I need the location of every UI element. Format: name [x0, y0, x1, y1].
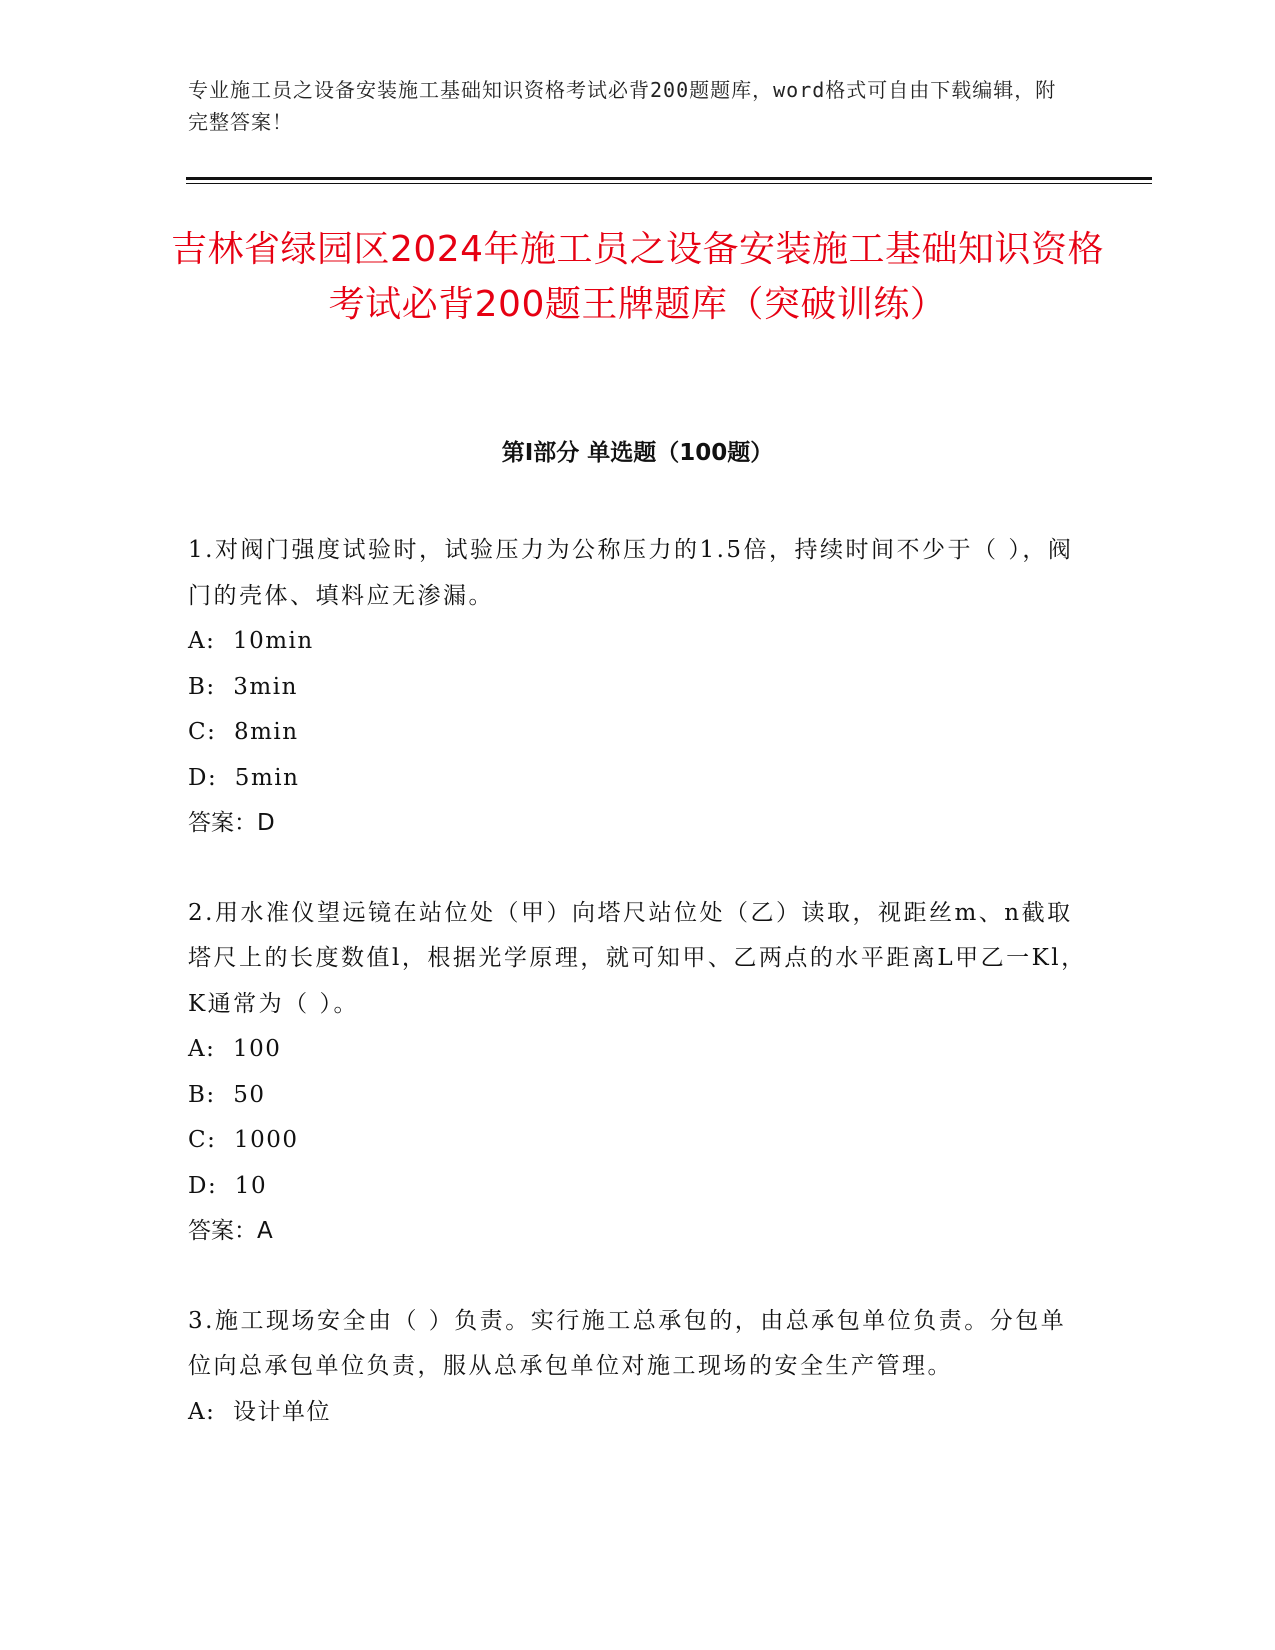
question-1 [188, 528, 1088, 847]
answer: 答案：D [188, 810, 275, 836]
option-c: C: 8min [188, 719, 299, 745]
option-a: A: 设计单位 [188, 1398, 331, 1425]
question-stem: 1.对阀门强度试验时，试验压力为公称压力的1.5倍，持续时间不少于（ ），阀门的壳体、填料应无渗漏。 [188, 537, 1074, 609]
option-d: D: 10 [188, 1172, 268, 1199]
header-divider-thick [186, 177, 1152, 180]
question-2 [188, 891, 1088, 1255]
document-title: 吉林省绿园区2024年施工员之设备安装施工基础知识资格考试必背200题王牌题库（突破训练） [170, 229, 1105, 325]
option-d: D: 5min [188, 764, 300, 791]
option-a: A: 100 [188, 1036, 282, 1062]
question-list [188, 528, 1088, 1479]
option-b: B: 3min [188, 673, 298, 700]
question-stem: 3.施工现场安全由（ ）负责。实行施工总承包的，由总承包单位负责。分包单位向总承包单位负责，服从总承包单位对施工现场的安全生产管理。 [188, 1307, 1067, 1379]
answer: 答案：A [188, 1218, 273, 1244]
header-note: 专业施工员之设备安装施工基础知识资格考试必背200题题库，word格式可自由下载编辑，附完整答案！ [188, 78, 1057, 134]
option-a: A: 10min [188, 628, 314, 654]
question-stem: 2.用水准仪望远镜在站位处（甲）向塔尺站位处（乙）读取，视距丝m、n截取塔尺上的长度数值l，根据光学原理，就可知甲、乙两点的水平距离L甲乙一Kl，K通常为（ ）。 [188, 899, 1087, 1017]
section-heading: 第Ⅰ部分 单选题（100题） [501, 440, 774, 466]
option-c: C: 1000 [188, 1127, 299, 1153]
question-3 [188, 1299, 1088, 1436]
option-b: B: 50 [188, 1081, 266, 1108]
header-divider-thin [186, 183, 1152, 184]
